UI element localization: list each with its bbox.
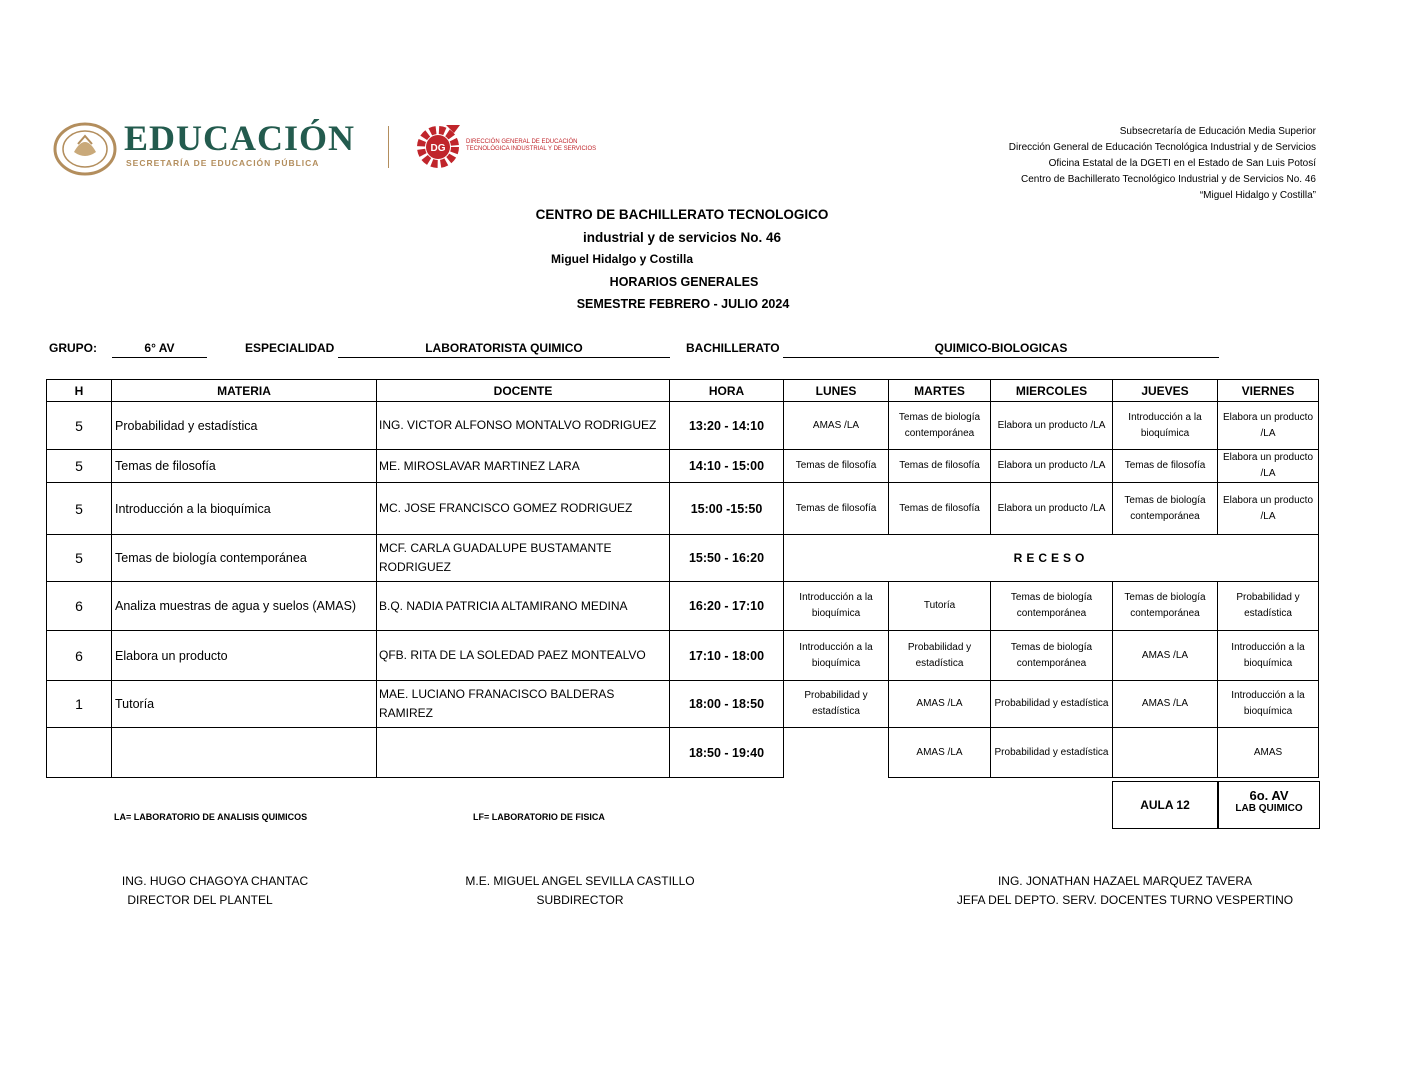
hours-cell: 5 [47, 483, 112, 535]
lunes-cell: Probabilidad y estadística [784, 681, 889, 728]
table-row [47, 535, 1319, 582]
jueves-cell: AMAS /LA [1113, 631, 1218, 681]
jueves-cell [1113, 728, 1218, 778]
materia-cell: Introducción a la bioquímica [112, 483, 377, 535]
institution-header [930, 124, 1316, 204]
viernes-cell: Elabora un producto /LA [1218, 450, 1319, 483]
header-line: “Miguel Hidalgo y Costilla” [1199, 190, 1316, 201]
header-jueves: JUEVES [1113, 380, 1218, 402]
martes-cell: AMAS /LA [889, 681, 991, 728]
docente-cell: QFB. RITA DE LA SOLEDAD PAEZ MONTEALVO [377, 631, 670, 681]
header-lunes: LUNES [784, 380, 889, 402]
hora-cell: 16:20 - 17:10 [670, 582, 784, 631]
header-materia: MATERIA [112, 380, 377, 402]
viernes-cell: AMAS [1218, 728, 1319, 778]
miercoles-cell: Elabora un producto /LA [991, 483, 1113, 535]
hours-cell: 6 [47, 631, 112, 681]
signature-director [90, 874, 340, 907]
hora-cell: 15:00 -15:50 [670, 483, 784, 535]
header-martes: MARTES [889, 380, 991, 402]
signature-subdirector [440, 874, 720, 907]
martes-cell: Temas de biología contemporánea [889, 402, 991, 450]
table-row [47, 681, 1319, 728]
hours-cell: 5 [47, 450, 112, 483]
sep-seal-logo [52, 122, 118, 176]
school-name: Miguel Hidalgo y Costilla [551, 252, 694, 266]
hora-cell: 14:10 - 15:00 [670, 450, 784, 483]
signature-name: ING. HUGO CHAGOYA CHANTAC [121, 874, 309, 888]
legend-lf: LF= LABORATORIO DE FISICA [473, 812, 605, 822]
miercoles-cell: Elabora un producto /LA [991, 402, 1113, 450]
especialidad-value: LABORATORISTA QUIMICO [338, 339, 670, 358]
hours-cell [47, 728, 112, 778]
table-row [47, 631, 1319, 681]
materia-cell: Probabilidad y estadística [112, 402, 377, 450]
miercoles-cell: Probabilidad y estadística [991, 681, 1113, 728]
sep-logo-text: EDUCACIÓN [124, 118, 356, 158]
hora-cell: 18:50 - 19:40 [670, 728, 784, 778]
viernes-cell: Introducción a la bioquímica [1218, 631, 1319, 681]
jueves-cell: Introducción a la bioquímica [1113, 402, 1218, 450]
group-lab-box [1218, 781, 1320, 829]
document-title: CENTRO DE BACHILLERATO TECNOLOGICO [535, 207, 829, 222]
docente-cell: ING. VICTOR ALFONSO MONTALVO RODRIGUEZ [377, 402, 670, 450]
materia-cell: Analiza muestras de agua y suelos (AMAS) [112, 582, 377, 631]
lunes-cell [784, 728, 889, 778]
document-subtitle: industrial y de servicios No. 46 [582, 230, 782, 245]
svg-text:DG: DG [430, 143, 446, 154]
bachillerato-value: QUIMICO-BIOLOGICAS [783, 339, 1219, 358]
header-hora: HORA [670, 380, 784, 402]
hours-cell: 5 [47, 535, 112, 582]
martes-cell: AMAS /LA [889, 728, 991, 778]
table-row [47, 728, 1319, 778]
schedule-heading: HORARIOS GENERALES [609, 275, 759, 289]
group-label: 6o. AV [1249, 788, 1289, 803]
docente-cell: ME. MIROSLAVAR MARTINEZ LARA [377, 450, 670, 483]
lunes-cell: AMAS /LA [784, 402, 889, 450]
materia-cell: Temas de biología contemporánea [112, 535, 377, 582]
legend-la: LA= LABORATORIO DE ANALISIS QUIMICOS [114, 812, 308, 822]
lunes-cell: Temas de filosofía [784, 483, 889, 535]
signature-name: ING. JONATHAN HAZAEL MARQUEZ TAVERA [997, 874, 1253, 888]
martes-cell: Probabilidad y estadística [889, 631, 991, 681]
grupo-label: GRUPO: [49, 341, 97, 355]
miercoles-cell: Temas de biología contemporánea [991, 582, 1113, 631]
table-row [47, 402, 1319, 450]
header-line: Dirección General de Educación Tecnológica Industrial y de Servicios [1008, 142, 1316, 153]
dgeti-gear-logo [412, 121, 464, 171]
hours-cell: 6 [47, 582, 112, 631]
table-row [47, 582, 1319, 631]
hora-cell: 15:50 - 16:20 [670, 535, 784, 582]
docente-cell: MCF. CARLA GUADALUPE BUSTAMANTE RODRIGUEZ [377, 535, 670, 582]
jueves-cell: Temas de biología contemporánea [1113, 483, 1218, 535]
hora-cell: 13:20 - 14:10 [670, 402, 784, 450]
aula-label: AULA 12 [1140, 798, 1190, 812]
schedule-table [46, 379, 1319, 778]
martes-cell: Temas de filosofía [889, 450, 991, 483]
viernes-cell: Probabilidad y estadística [1218, 582, 1319, 631]
lunes-cell: Temas de filosofía [784, 450, 889, 483]
header-docente: DOCENTE [377, 380, 670, 402]
viernes-cell: Introducción a la bioquímica [1218, 681, 1319, 728]
logo-divider [388, 126, 389, 168]
table-row [47, 450, 1319, 483]
table-row [47, 483, 1319, 535]
header-line: Oficina Estatal de la DGETI en el Estado de San Luis Potosí [1048, 158, 1316, 169]
materia-cell [112, 728, 377, 778]
materia-cell: Temas de filosofía [112, 450, 377, 483]
viernes-cell: Elabora un producto /LA [1218, 483, 1319, 535]
materia-cell: Tutoría [112, 681, 377, 728]
aula-box [1112, 781, 1218, 829]
signature-jefa [940, 874, 1310, 907]
docente-cell [377, 728, 670, 778]
signature-role: SUBDIRECTOR [536, 893, 624, 907]
hours-cell: 1 [47, 681, 112, 728]
jueves-cell: AMAS /LA [1113, 681, 1218, 728]
hours-cell: 5 [47, 402, 112, 450]
jueves-cell: Temas de filosofía [1113, 450, 1218, 483]
lunes-cell: Introducción a la bioquímica [784, 582, 889, 631]
table-header-row [47, 380, 1319, 402]
sep-logo-subtext: SECRETARÍA DE EDUCACIÓN PÚBLICA [126, 158, 320, 168]
receso-cell: RECESO [784, 535, 1319, 582]
especialidad-label: ESPECIALIDAD [245, 341, 335, 355]
signature-name: M.E. MIGUEL ANGEL SEVILLA CASTILLO [465, 874, 695, 888]
docente-cell: MC. JOSE FRANCISCO GOMEZ RODRIGUEZ [377, 483, 670, 535]
miercoles-cell: Probabilidad y estadística [991, 728, 1113, 778]
header-h: H [47, 380, 112, 402]
lunes-cell: Introducción a la bioquímica [784, 631, 889, 681]
martes-cell: Temas de filosofía [889, 483, 991, 535]
header-viernes: VIERNES [1218, 380, 1319, 402]
jueves-cell: Temas de biología contemporánea [1113, 582, 1218, 631]
docente-cell: B.Q. NADIA PATRICIA ALTAMIRANO MEDINA [377, 582, 670, 631]
semester-heading: SEMESTRE FEBRERO - JULIO 2024 [576, 297, 790, 311]
header-miercoles: MIERCOLES [991, 380, 1113, 402]
lab-label: LAB QUIMICO [1235, 803, 1303, 814]
bachillerato-label: BACHILLERATO [686, 341, 780, 355]
header-line: Subsecretaría de Educación Media Superior [1119, 126, 1316, 137]
hora-cell: 18:00 - 18:50 [670, 681, 784, 728]
viernes-cell: Elabora un producto /LA [1218, 402, 1319, 450]
signature-role: DIRECTOR DEL PLANTEL [127, 893, 273, 907]
martes-cell: Tutoría [889, 582, 991, 631]
materia-cell: Elabora un producto [112, 631, 377, 681]
dgeti-logo-text: DIRECCIÓN GENERAL DE EDUCACIÓN TECNOLÓGICA INDUSTRIAL Y DE SERVICIOS [466, 139, 597, 152]
grupo-value: 6° AV [112, 339, 207, 358]
miercoles-cell: Temas de biología contemporánea [991, 631, 1113, 681]
hora-cell: 17:10 - 18:00 [670, 631, 784, 681]
miercoles-cell: Elabora un producto /LA [991, 450, 1113, 483]
header-line: Centro de Bachillerato Tecnológico Industrial y de Servicios No. 46 [1021, 174, 1316, 185]
signature-role: JEFA DEL DEPTO. SERV. DOCENTES TURNO VESPERTINO [956, 893, 1294, 907]
docente-cell: MAE. LUCIANO FRANACISCO BALDERAS RAMIREZ [377, 681, 670, 728]
